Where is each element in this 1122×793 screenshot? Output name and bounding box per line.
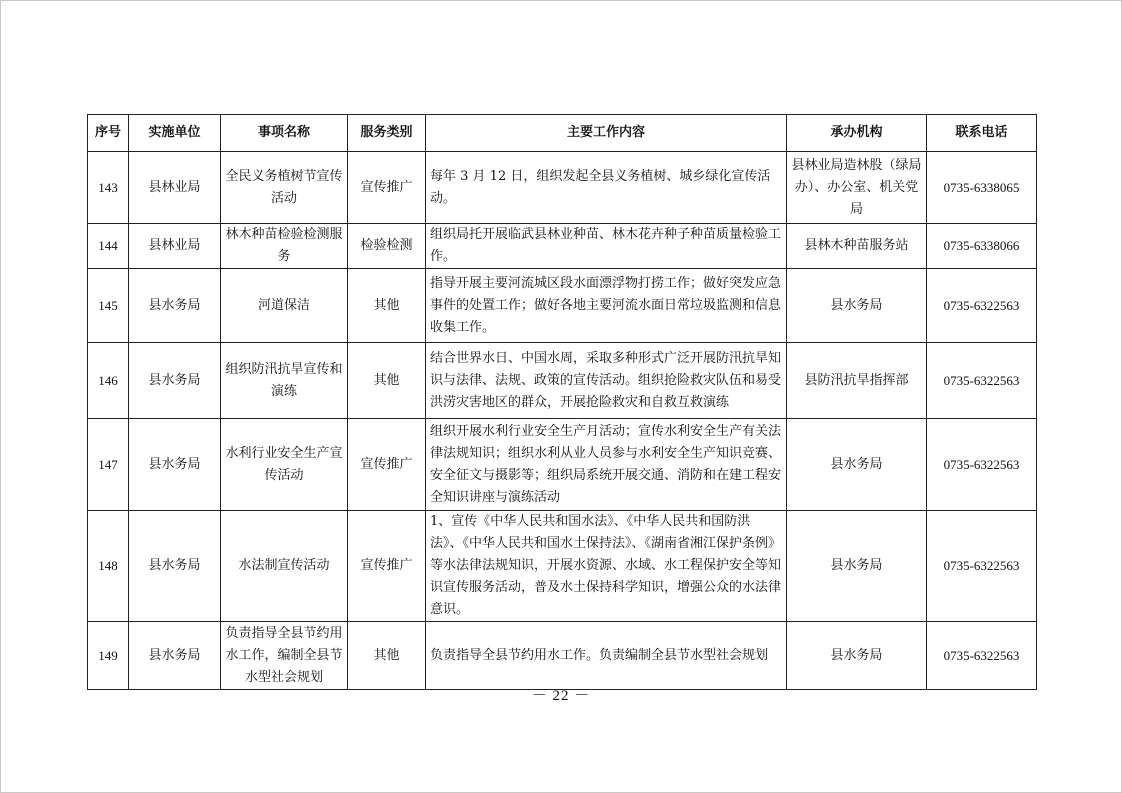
row-category: 宣传推广: [348, 419, 426, 511]
row-unit: 县水务局: [129, 419, 221, 511]
row-content: 每年 3 月 12 日，组织发起全县义务植树、城乡绿化宣传活动。: [426, 152, 787, 224]
row-no: 147: [88, 419, 129, 511]
table-row: [88, 343, 1037, 419]
row-item: 林木种苗检验检测服务: [221, 224, 348, 269]
header-phone: 联系电话: [927, 115, 1037, 152]
row-no: 146: [88, 343, 129, 419]
row-unit: 县水务局: [129, 343, 221, 419]
table-row: [88, 152, 1037, 224]
row-no: 144: [88, 224, 129, 269]
row-org: 县水务局: [787, 419, 927, 511]
row-unit: 县水务局: [129, 511, 221, 622]
row-category: 其他: [348, 343, 426, 419]
row-phone: 0735-6322563: [927, 622, 1037, 690]
table-row: [88, 511, 1037, 622]
row-phone: 0735-6322563: [927, 343, 1037, 419]
row-org: 县防汛抗旱指挥部: [787, 343, 927, 419]
row-unit: 县水务局: [129, 622, 221, 690]
row-item: 水利行业安全生产宣传活动: [221, 419, 348, 511]
row-no: 143: [88, 152, 129, 224]
row-org: 县林业局造林股（绿局办）、办公室、机关党局: [787, 152, 927, 224]
row-item: 负责指导全县节约用水工作，编制全县节水型社会规划: [221, 622, 348, 690]
row-content: 组织开展水利行业安全生产月活动；宣传水利安全生产有关法律法规知识；组织水利从业人员参与水利安全生产知识竞赛、安全征文与摄影等；组织局系统开展交通、消防和在建工程安全知识讲座与演练活动: [426, 419, 787, 511]
row-no: 149: [88, 622, 129, 690]
row-org: 县水务局: [787, 622, 927, 690]
header-unit: 实施单位: [129, 115, 221, 152]
row-item: 全民义务植树节宣传活动: [221, 152, 348, 224]
row-no: 145: [88, 269, 129, 343]
row-phone: 0735-6338065: [927, 152, 1037, 224]
row-item: 水法制宣传活动: [221, 511, 348, 622]
row-category: 其他: [348, 622, 426, 690]
row-category: 检验检测: [348, 224, 426, 269]
row-unit: 县林业局: [129, 224, 221, 269]
row-phone: 0735-6322563: [927, 511, 1037, 622]
header-item: 事项名称: [221, 115, 348, 152]
row-no: 148: [88, 511, 129, 622]
row-item: 组织防汛抗旱宣传和演练: [221, 343, 348, 419]
row-category: 宣传推广: [348, 152, 426, 224]
row-item: 河道保洁: [221, 269, 348, 343]
row-phone: 0735-6322563: [927, 419, 1037, 511]
row-content: 组织局托开展临武县林业种苗、林木花卉种子种苗质量检验工作。: [426, 224, 787, 269]
header-no: 序号: [88, 115, 129, 152]
row-content: 指导开展主要河流城区段水面漂浮物打捞工作；做好突发应急事件的处置工作；做好各地主要河流水面日常垃圾监测和信息收集工作。: [426, 269, 787, 343]
table-row: [88, 224, 1037, 269]
header-org: 承办机构: [787, 115, 927, 152]
header-category: 服务类别: [348, 115, 426, 152]
row-org: 县水务局: [787, 511, 927, 622]
row-unit: 县水务局: [129, 269, 221, 343]
table-row: [88, 419, 1037, 511]
header-content: 主要工作内容: [426, 115, 787, 152]
row-phone: 0735-6322563: [927, 269, 1037, 343]
row-category: 其他: [348, 269, 426, 343]
row-unit: 县林业局: [129, 152, 221, 224]
row-org: 县水务局: [787, 269, 927, 343]
page-number: － 22 －: [531, 688, 591, 704]
row-content: 负责指导全县节约用水工作。负责编制全县节水型社会规划: [426, 622, 787, 690]
row-org: 县林木种苗服务站: [787, 224, 927, 269]
header-row: [88, 115, 1037, 152]
table-row: [88, 622, 1037, 690]
row-category: 宣传推广: [348, 511, 426, 622]
row-content: 1、宣传《中华人民共和国水法》、《中华人民共和国防洪法》、《中华人民共和国水土保持法》、《湖南省湘江保护条例》等水法律法规知识，开展水资源、水域、水工程保护安全等知识宣传服务活动，普及水土保持科学知识，增强公众的水法律意识。: [426, 511, 787, 622]
service-table: [87, 114, 1037, 690]
row-phone: 0735-6338066: [927, 224, 1037, 269]
row-content: 结合世界水日、中国水周，采取多种形式广泛开展防汛抗旱知识与法律、法规、政策的宣传活动。组织抢险救灾队伍和易受洪涝灾害地区的群众，开展抢险救灾和自救互救演练: [426, 343, 787, 419]
table-row: [88, 269, 1037, 343]
